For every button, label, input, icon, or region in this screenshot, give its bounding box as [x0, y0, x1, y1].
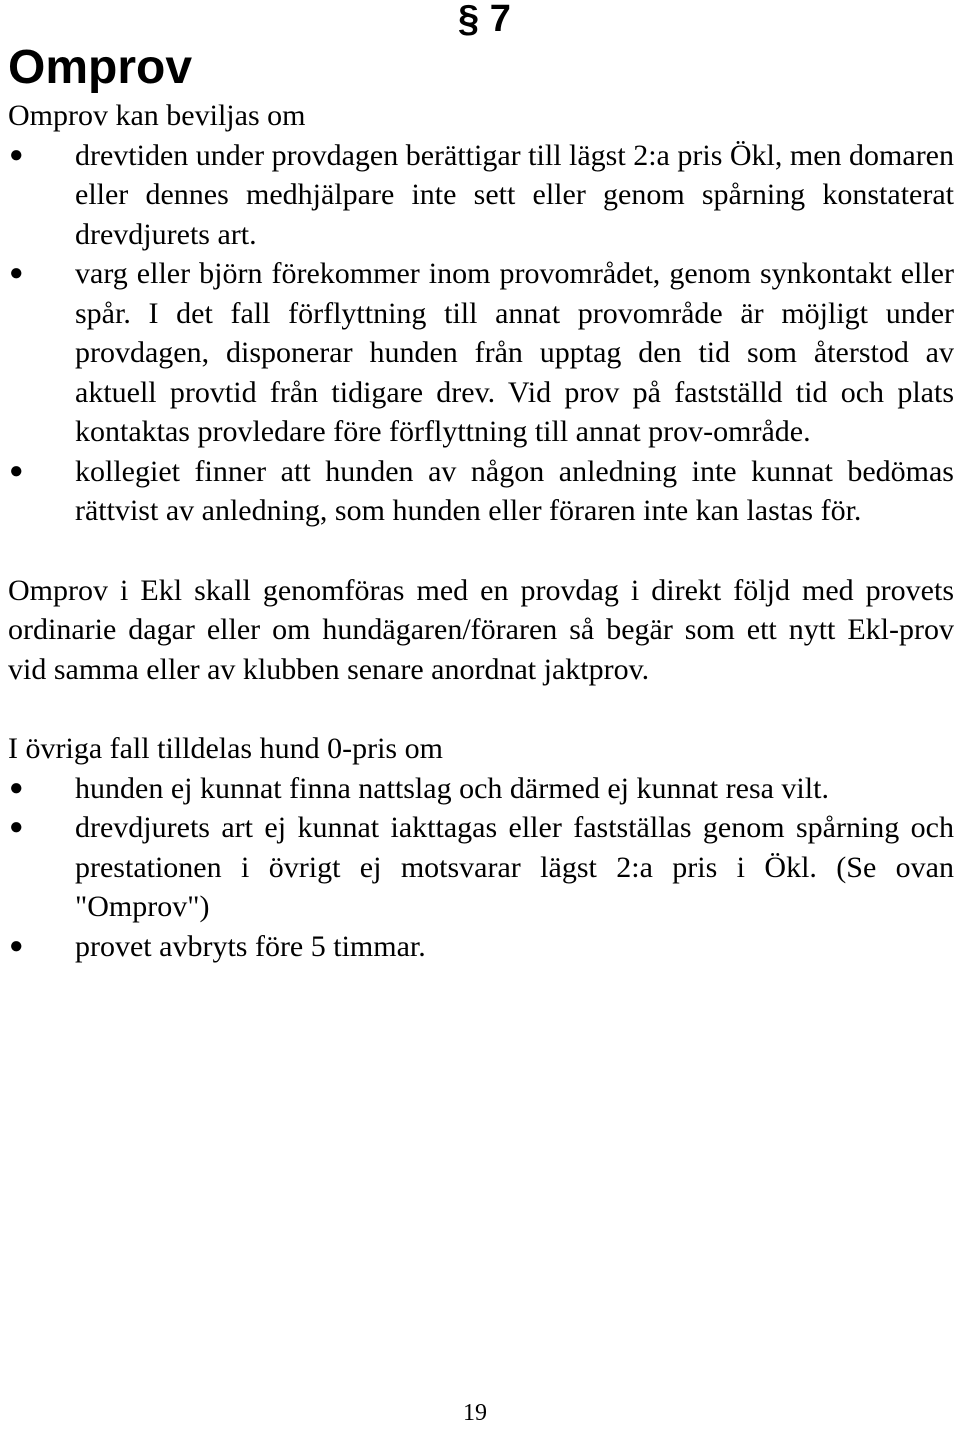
bullet-icon: ●: [9, 141, 24, 168]
list-item-text: drevdjurets art ej kunnat iakttagas eller fastställas genom spårning och prestationen i övrigt ej motsvarar lägst 2:a pris i Ökl. (Se ovan "Omprov"): [75, 811, 954, 923]
omprov-intro: Omprov kan beviljas om: [8, 99, 306, 132]
bullet-icon: ●: [9, 774, 24, 801]
list-item: [8, 452, 954, 531]
list-item-text: provet avbryts före 5 timmar.: [75, 929, 426, 963]
section-number: § 7: [458, 0, 511, 40]
list-item-text: kollegiet finner att hunden av någon anledning inte kunnat bedömas rättvist av anledning, som hunden eller föraren inte kan lastas för.: [75, 454, 954, 527]
bullet-icon: ●: [9, 814, 24, 840]
bullet-icon: ●: [9, 260, 24, 286]
zero-prize-intro: I övriga fall tilldelas hund 0-pris om: [8, 732, 443, 765]
list-item-text: drevtiden under provdagen berättigar till lägst 2:a pris Ökl, men domaren eller dennes medhjälpare inte sett eller genom spårning konstaterat drevdjurets art.: [75, 138, 954, 251]
list-item: [8, 254, 954, 452]
page-number: 19: [463, 1400, 487, 1426]
ekl-paragraph: Omprov i Ekl skall genomföras med en provdag i direkt följd med provets ordinarie dagar eller om hundägaren/föraren så begär som ett nytt Ekl-prov vid samma eller av klubben senare anordnat jaktprov.: [8, 573, 954, 686]
list-item-text: hunden ej kunnat finna nattslag och därmed ej kunnat resa vilt.: [75, 771, 829, 805]
list-item: [8, 136, 954, 255]
list-item: [8, 769, 954, 809]
omprov-conditions-list: [8, 136, 954, 531]
document-body: [8, 96, 954, 966]
page-title: Omprov: [8, 41, 193, 94]
zero-prize-conditions-list: [8, 769, 954, 967]
list-item: [8, 808, 954, 927]
list-item-text: varg eller björn förekommer inom provområdet, genom synkontakt eller spår. I det fall förflyttning till annat provområde är möjligt under provdagen, disponerar hunden från upptag den tid som återstod av aktuell provtid från tidigare drev. Vid prov på fastställd tid och plats kontaktas provledare före förflyttning till annat prov-område.: [75, 257, 954, 448]
paragraph-spacer: [8, 531, 954, 571]
bullet-icon: ●: [9, 457, 24, 484]
paragraph-spacer: [8, 689, 954, 729]
bullet-icon: ●: [9, 932, 24, 959]
list-item: [8, 927, 954, 967]
